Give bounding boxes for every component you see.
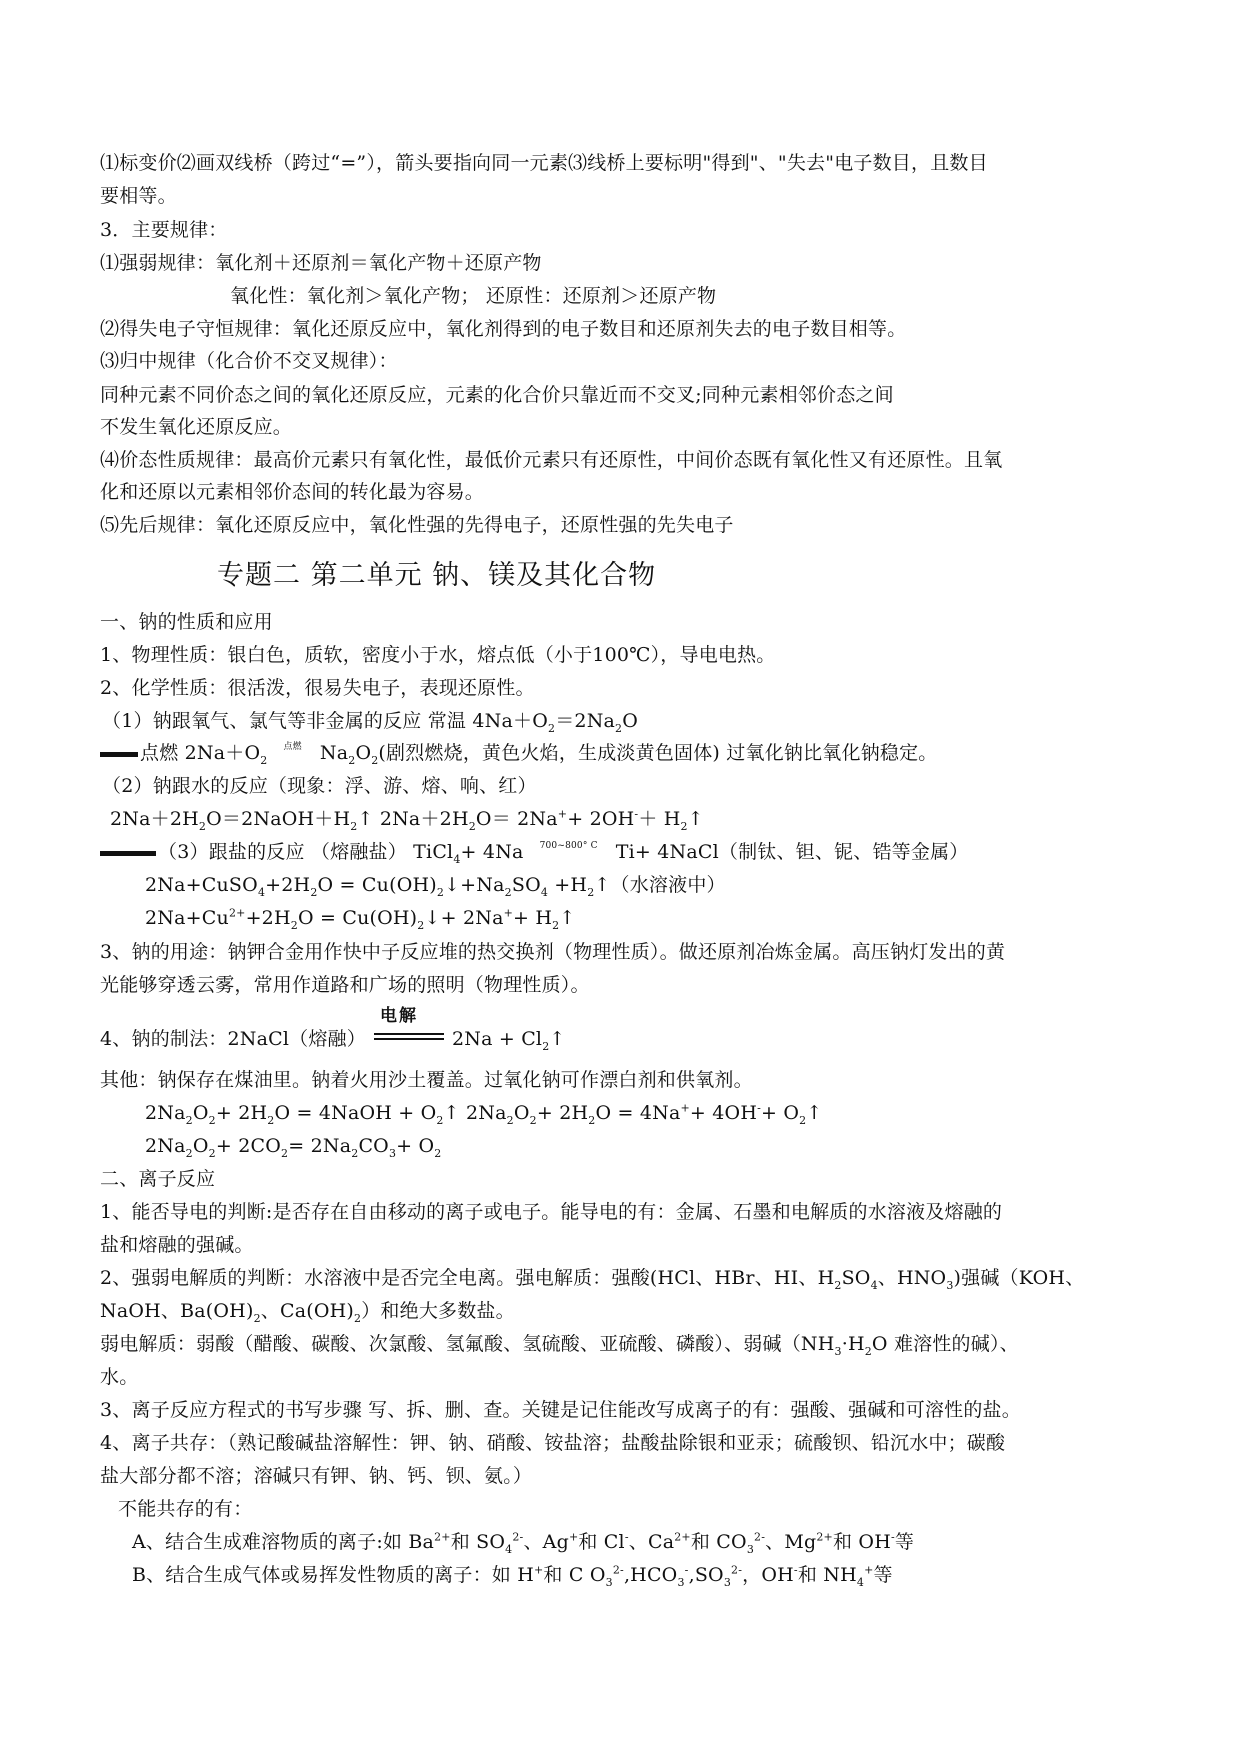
equation-line: （1）钠跟氧气、氯气等非金属的反应 常温 $4Na+O_2=2Na_2O$ <box>102 710 639 735</box>
text-line: 光能够穿透云雾，常用作道路和广场的照明（物理性质）。 <box>100 974 590 996</box>
text-line: 3．主要规律： <box>100 219 228 241</box>
text-line: ⑴标变价⑵画双线桥（跨过“=”），箭头要指向同一元素⑶线桥上要标明"得到"、"失去"电子数目，且数目 <box>100 152 988 174</box>
text-line: 同种元素不同价态之间的氧化还原反应，元素的化合价只靠近而不交叉;同种元素相邻价态之间 <box>100 384 894 406</box>
text-line: 2、化学性质：很活泼，很易失电子，表现还原性。 <box>100 677 535 699</box>
text-line: 盐和熔融的强碱。 <box>100 1234 254 1256</box>
text-line: ⑸先后规律：氧化还原反应中，氧化性强的先得电子，还原性强的先失电子 <box>100 514 734 536</box>
equation-line: 弱电解质：弱酸（醋酸、碳酸、次氯酸、氢氟酸、氢硫酸、亚硫酸、磷酸）、弱碱（$NH_3\cdot H_2O$ 难溶性的碱）、 <box>100 1333 1019 1358</box>
equation-line: 4、钠的制法：2NaCl（熔融） 电解 $2Na + Cl_2↑$ <box>100 1006 566 1053</box>
equation-line: $2Na_2O_2+ 2H_2O$ = 4NaOH + $O_2↑$ $2Na_2O_2+ 2H_2O = 4Na^++ 4OH^-+$ $O_2↑$ <box>145 1101 823 1127</box>
text-line: 不发生氧化还原反应。 <box>100 416 293 438</box>
text-line: 水。 <box>100 1366 139 1388</box>
equation-line: 2、强弱电解质的判断：水溶液中是否完全电离。强电解质：强酸(HCl、HBr、HI、$H_2SO_4$、$HNO_3$)强碱（KOH、 <box>100 1267 1085 1292</box>
equation-line: $2Na+2H_2O=2NaOH+H_2↑$ $2Na+2H_2O= 2Na^++ 2OH^-+$ $H_2↑$ <box>110 807 704 833</box>
text-line: （2）钠跟水的反应（现象：浮、游、熔、响、红） <box>102 775 537 797</box>
equation-line: $2Na_2O_2+ 2CO_2= 2Na_2CO_3+ O_2$ <box>145 1135 442 1160</box>
equation-line: （3）跟盐的反应 （熔融盐） TiCl$_4$+ 4Na $^{700\sim 800^\circ C}$ Ti+ 4NaCl（制钛、钽、铌、锆等金属） <box>100 840 968 868</box>
equation-line: B、结合生成气体或易挥发性物质的离子：如 H+和 C $O_3^{2-},HCO_3^-,SO_3^{2-}$，OH-和 $NH_4^+$等 <box>132 1563 893 1589</box>
text-line: ⑵得失电子守恒规律：氧化还原反应中，氧化剂得到的电子数目和还原剂失去的电子数目相等。 <box>100 318 907 340</box>
equation-line: 点燃 $2Na+O_2^{点燃}$ $Na_2O_2$(剧烈燃烧，黄色火焰，生成淡黄色固体) 过氧化钠比氧化钠稳定。 <box>100 741 938 769</box>
text-line: 二、离子反应 <box>100 1168 216 1190</box>
text-line: 1、能否导电的判断:是否存在自由移动的离子或电子。能导电的有：金属、石墨和电解质的水溶液及熔融的 <box>100 1201 1003 1223</box>
rule-mark <box>100 752 138 757</box>
text-line: 盐大部分都不溶；溶碱只有钾、钠、钙、钡、氨。） <box>100 1465 533 1487</box>
text-line: 4、离子共存：（熟记酸碱盐溶解性：钾、钠、硝酸、铵盐溶；盐酸盐除银和亚汞；硫酸钡、铅沉水中；碳酸 <box>100 1432 1006 1454</box>
text-line: 要相等。 <box>100 185 177 207</box>
text-line: ⑴强弱规律：氧化剂＋还原剂＝氧化产物＋还原产物 <box>100 252 542 274</box>
text-line: ⑷价态性质规律：最高价元素只有氧化性，最低价元素只有还原性，中间价态既有氧化性又有还原性。且氧 <box>100 449 1003 471</box>
equation-line: NaOH、$Ba(OH)_2$、$Ca(OH)_2$）和绝大多数盐。 <box>100 1300 515 1325</box>
equation-line: A、结合生成难溶物质的离子:如 $Ba^{2+}$和 $SO_4^{2-}$、Ag+和 Cl-、$Ca^{2+}$和 $CO_3^{2-}$、$Mg^{2+}$和 OH-等 <box>132 1530 915 1556</box>
text-line: 1、物理性质：银白色，质软，密度小于水，熔点低（小于100℃），导电电热。 <box>100 644 776 666</box>
text-line: 一、钠的性质和应用 <box>100 611 273 633</box>
equation-line: $2Na+Cu^{2+}+2H_2O$ = $Cu(OH)_2↓+ 2Na^++$ $H_2↑$ <box>145 906 576 932</box>
text-line: 不能共存的有： <box>118 1498 253 1520</box>
section-heading: 专题二 第二单元 钠、镁及其化合物 <box>217 560 657 591</box>
equation-line: $2Na+CuSO_4+2H_2O$ = $Cu(OH)_2↓+Na_2SO_4$ $+H_2↑$（水溶液中） <box>145 874 726 899</box>
text-line: 3、钠的用途：钠钾合金用作快中子反应堆的热交换剂（物理性质）。做还原剂冶炼金属。高压钠灯发出的黄 <box>100 941 1006 963</box>
text-line: ⑶归中规律（化合价不交叉规律）： <box>100 350 398 372</box>
electrolysis-arrow: 电解 <box>374 1028 444 1052</box>
rule-mark <box>100 851 156 856</box>
text-line: 氧化性：氧化剂＞氧化产物； 还原性：还原剂＞还原产物 <box>230 285 717 307</box>
text-line: 其他：钠保存在煤油里。钠着火用沙土覆盖。过氧化钠可作漂白剂和供氧剂。 <box>100 1069 753 1091</box>
text-line: 化和还原以元素相邻价态间的转化最为容易。 <box>100 481 485 503</box>
text-line: 3、离子反应方程式的书写步骤 写、拆、删、查。关键是记住能改写成离子的有：强酸、强碱和可溶性的盐。 <box>100 1399 1021 1421</box>
